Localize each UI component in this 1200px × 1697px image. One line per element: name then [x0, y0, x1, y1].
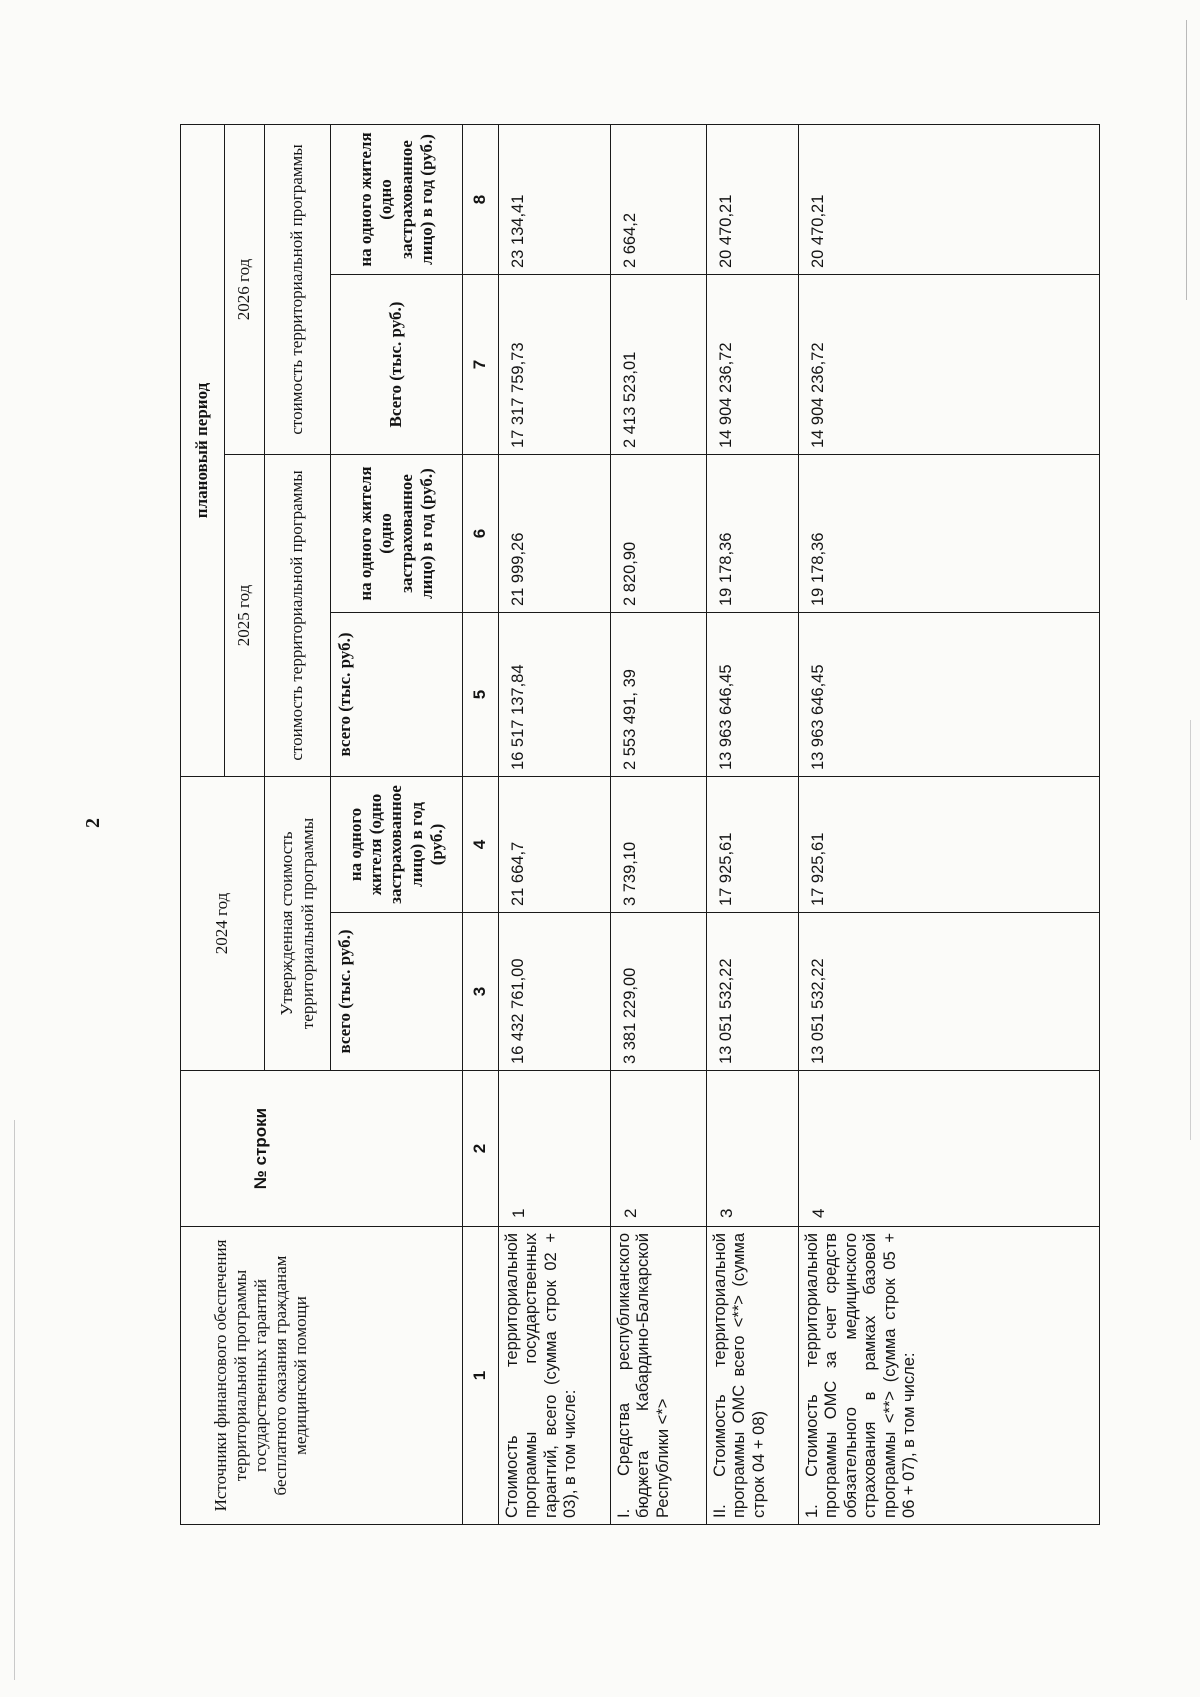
- scan-edge-mark: [1186, 20, 1187, 300]
- header-row-number: [181, 1071, 463, 1227]
- per-person-2026: 20 470,21: [707, 124, 799, 274]
- per-person-2025: 2 820,90: [611, 455, 707, 613]
- per-person-2024: 17 925,61: [707, 777, 799, 913]
- total-2026: 14 904 236,72: [799, 275, 1100, 455]
- total-2026: 14 904 236,72: [707, 275, 799, 455]
- header-total-2026: Всего (тыс. руб.): [331, 275, 463, 455]
- header-row-number-label: № строки: [251, 1107, 270, 1190]
- column-number: 2: [463, 1071, 499, 1227]
- per-person-2024: 17 925,61: [799, 777, 1100, 913]
- total-2026: 2 413 523,01: [611, 275, 707, 455]
- per-person-2024: 3 739,10: [611, 777, 707, 913]
- header-cost-2025: стоимость территориальной программы: [265, 455, 331, 777]
- scan-edge-mark: [1190, 720, 1191, 1140]
- per-person-2025: 19 178,36: [707, 455, 799, 613]
- per-person-2026: 20 470,21: [799, 124, 1100, 274]
- row-label: 1. Стоимость территориальной программы ОМС за счет средств обязательного медицинского страхования в рамках базовой программы <**> (сумма строк 05 + 06 + 07), в том числе:: [799, 1227, 1100, 1525]
- table-row: [799, 124, 1100, 1524]
- table-row: [499, 124, 611, 1524]
- row-number: 4: [799, 1071, 1100, 1227]
- table-row: [707, 124, 799, 1524]
- page-number: 2: [82, 818, 104, 828]
- header-year-2024: 2024 год: [181, 777, 265, 1071]
- header-year-2025: 2025 год: [225, 455, 265, 777]
- total-2024: 3 381 229,00: [611, 913, 707, 1071]
- scan-edge-mark: [14, 1120, 15, 1680]
- header-approved-cost-2024: Утвержденная стоимость территориальной программы: [265, 777, 331, 1071]
- row-label: I. Средства республиканского бюджета Кабардино-Балкарской Республики <*>: [611, 1227, 707, 1525]
- header-per-person-2026: на одного жителя (одно застрахованное лицо) в год (руб.): [331, 124, 463, 274]
- column-number: 4: [463, 777, 499, 913]
- row-number: 3: [707, 1071, 799, 1227]
- per-person-2025: 19 178,36: [799, 455, 1100, 613]
- column-number: 3: [463, 913, 499, 1071]
- financing-table: [180, 124, 1100, 1525]
- column-number: 8: [463, 124, 499, 274]
- total-2025: 13 963 646,45: [707, 613, 799, 777]
- total-2025: 16 517 137,84: [499, 613, 611, 777]
- header-planning-period: плановый период: [181, 124, 225, 776]
- column-number: 6: [463, 455, 499, 613]
- row-label: II. Стоимость территориальной программы ОМС всего <**> (сумма строк 04 + 08): [707, 1227, 799, 1525]
- row-number: 2: [611, 1071, 707, 1227]
- column-number: 1: [463, 1227, 499, 1525]
- column-numbers-row: [463, 124, 499, 1524]
- column-number: 7: [463, 275, 499, 455]
- total-2026: 17 317 759,73: [499, 275, 611, 455]
- header-total-2025: всего (тыс. руб.): [331, 613, 463, 777]
- per-person-2026: 23 134,41: [499, 124, 611, 274]
- total-2025: 2 553 491, 39: [611, 613, 707, 777]
- per-person-2025: 21 999,26: [499, 455, 611, 613]
- total-2025: 13 963 646,45: [799, 613, 1100, 777]
- total-2024: 13 051 532,22: [799, 913, 1100, 1071]
- table-row: [611, 124, 707, 1524]
- header-year-2026: 2026 год: [225, 124, 265, 454]
- header-source: Источники финансового обеспечения территориальной программы государственных гарантий бесплатного оказания гражданам медицинской помощи: [181, 1227, 463, 1525]
- row-number: 1: [499, 1071, 611, 1227]
- header-per-person-2025: на одного жителя (одно застрахованное лицо) в год (руб.): [331, 455, 463, 613]
- header-total-2024: всего (тыс. руб.): [331, 913, 463, 1071]
- per-person-2026: 2 664,2: [611, 124, 707, 274]
- per-person-2024: 21 664,7: [499, 777, 611, 913]
- row-label: Стоимость территориальной программы государственных гарантий, всего (сумма строк 02 + 03), в том числе:: [499, 1227, 611, 1525]
- total-2024: 13 051 532,22: [707, 913, 799, 1071]
- column-number: 5: [463, 613, 499, 777]
- total-2024: 16 432 761,00: [499, 913, 611, 1071]
- header-cost-2026: стоимость территориальной программы: [265, 124, 331, 454]
- rotated-table-wrapper: [180, 125, 1100, 1525]
- header-per-person-2024: на одного жителя (одно застрахованное лицо) в год (руб.): [331, 777, 463, 913]
